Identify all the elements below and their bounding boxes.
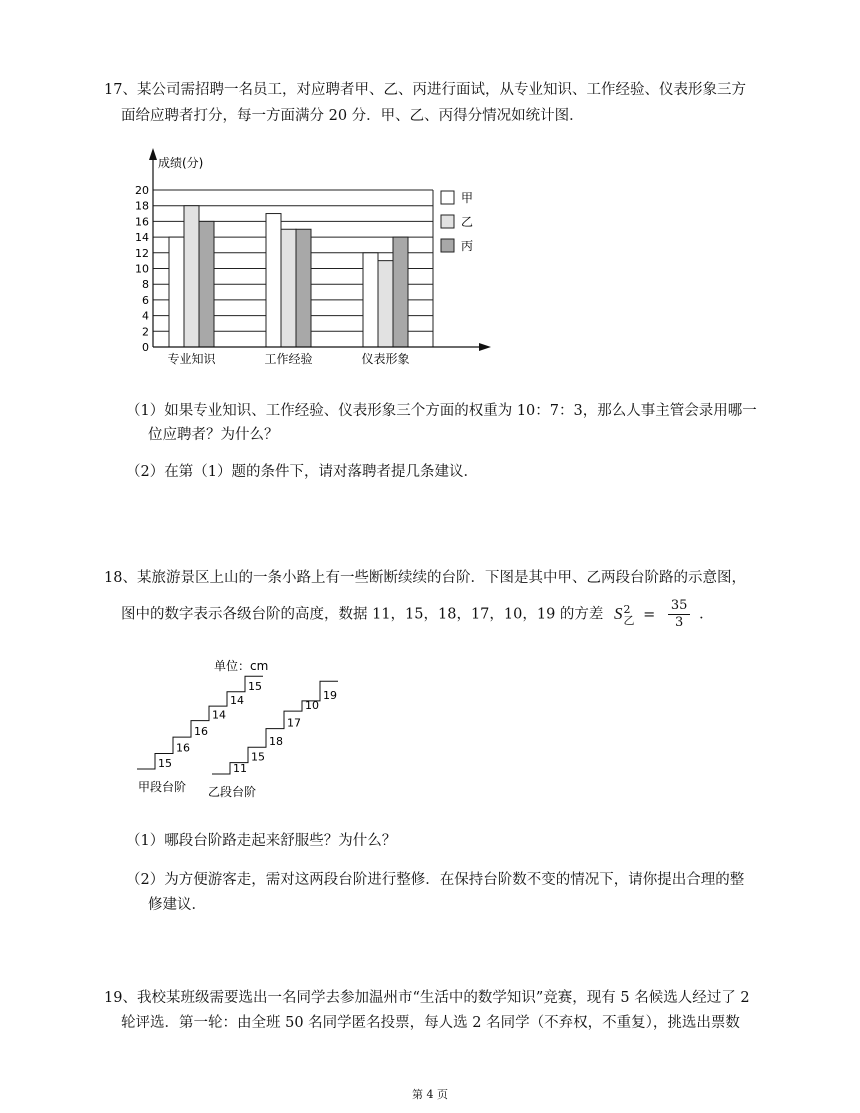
jia-step-height: 15: [248, 679, 262, 693]
jia-steps-label: 甲段台阶: [138, 780, 187, 794]
jia-stair-outline: [137, 676, 263, 769]
jia-step-height: 16: [194, 725, 208, 739]
yi-step-height: 19: [323, 688, 337, 702]
bar-甲: [266, 214, 281, 347]
legend-swatch: [441, 191, 454, 204]
jia-step-height: 14: [230, 694, 244, 708]
q18-line2-text: 图中的数字表示各级台阶的高度，数据 11，15，18，17，10，19 的方差: [121, 606, 604, 623]
steps-unit-label: 单位：cm: [214, 659, 269, 673]
bar-甲: [169, 237, 184, 347]
legend-swatch: [441, 239, 454, 252]
fraction-denominator: 3: [675, 615, 684, 630]
y-tick-label: 8: [142, 278, 149, 292]
q18-sub2-line-2: 修建议．: [148, 897, 206, 913]
legend-label: 甲: [461, 191, 474, 205]
y-tick-label: 20: [135, 184, 149, 197]
q17-text-line-2: 面给应聘者打分，每一方面满分 20 分．甲、乙、丙得分情况如统计图．: [121, 108, 584, 124]
y-tick-label: 4: [142, 309, 149, 323]
y-tick-label: 2: [142, 325, 149, 339]
bar-丙: [393, 237, 408, 347]
variance-fraction: [668, 598, 691, 631]
q18-sub2-line-1: （2）为方便游客走，需对这两段台阶进行整修．在保持台阶数不变的情况下，请你提出合理的整: [126, 872, 745, 888]
q18-text-line-1: 18、某旅游景区上山的一条小路上有一些断断续续的台阶．下图是其中甲、乙两段台阶路的示意图，: [104, 570, 746, 586]
y-tick-label: 0: [142, 341, 149, 354]
yi-step-height: 17: [287, 716, 301, 730]
q18-sub1: （1）哪段台阶路走起来舒服些？为什么？: [126, 833, 397, 849]
q17-sub1-line-1: （1）如果专业知识、工作经验、仪表形象三个方面的权重为 10：7：3，那么人事主管会录用哪一: [126, 403, 757, 419]
q19-text-line-2: 轮评选．第一轮：由全班 50 名同学匿名投票，每人选 2 名同学（不弃权，不重复），挑选出票数: [121, 1015, 740, 1031]
y-axis-arrow: [149, 148, 157, 160]
equals-sign: =: [643, 606, 656, 623]
bar-乙: [184, 206, 199, 347]
legend-swatch: [441, 215, 454, 228]
x-axis-arrow: [479, 343, 491, 351]
x-category-label: 专业知识: [167, 352, 216, 366]
legend-label: 乙: [461, 215, 474, 229]
y-tick-label: 18: [135, 199, 149, 213]
q18-line2-end: ．: [699, 606, 714, 623]
x-category-label: 仪表形象: [361, 352, 410, 366]
yi-steps-label: 乙段台阶: [208, 785, 257, 799]
jia-step-height: 15: [158, 757, 172, 770]
q17-text-line-1: 17、某公司需招聘一名员工，对应聘者甲、乙、丙进行面试，从专业知识、工作经验、仪表形象三方: [104, 82, 746, 98]
page-footer: 第 4 页: [412, 1088, 448, 1101]
y-tick-label: 12: [135, 246, 149, 260]
y-tick-label: 16: [135, 215, 149, 229]
yi-step-height: 18: [269, 735, 283, 749]
y-tick-label: 14: [135, 231, 149, 245]
y-tick-label: 6: [142, 293, 149, 307]
y-tick-label: 10: [135, 262, 149, 276]
chart-y-label: 成绩(分): [158, 156, 204, 170]
legend-label: 丙: [461, 239, 474, 253]
q17-sub2: （2）在第（1）题的条件下，请对落聘者提几条建议．: [126, 464, 478, 480]
bar-丙: [296, 229, 311, 347]
q17-sub1-line-2: 位应聘者？为什么？: [148, 427, 279, 443]
fraction-numerator: 35: [668, 598, 691, 615]
bar-甲: [363, 253, 378, 347]
variance-sup: 2: [623, 602, 631, 616]
q19-text-line-1: 19、我校某班级需要选出一名同学去参加温州市“生活中的数学知识”竞赛，现有 5 名候选人经过了 2: [104, 990, 750, 1006]
bar-丙: [199, 221, 214, 347]
jia-step-height: 16: [176, 741, 190, 755]
variance-symbol: S: [614, 603, 623, 623]
yi-step-height: 10: [305, 699, 319, 713]
x-category-label: 工作经验: [264, 352, 313, 366]
q18-text-line-2: [121, 598, 714, 631]
yi-step-height: 11: [233, 762, 247, 775]
q17-bar-chart: [120, 148, 500, 380]
q18-steps-figure: [130, 655, 390, 805]
yi-step-height: 15: [251, 750, 265, 764]
jia-step-height: 14: [212, 708, 226, 722]
variance-sub: 乙: [623, 613, 635, 627]
bar-乙: [378, 261, 393, 347]
bar-乙: [281, 229, 296, 347]
